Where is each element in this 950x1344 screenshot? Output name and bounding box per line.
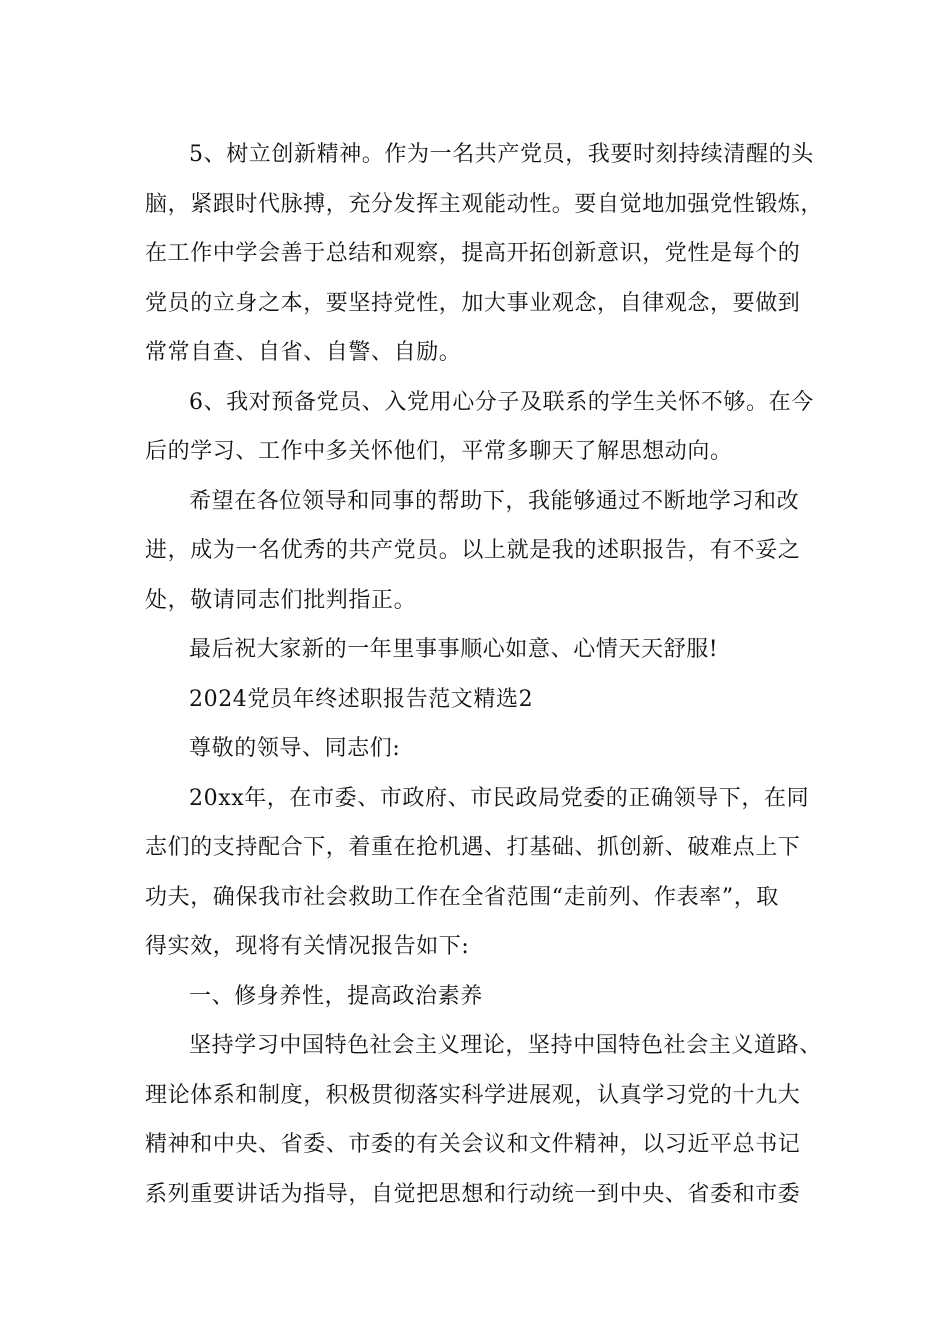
text-line: 20xx年，在市委、市政府、市民政局党委的正确领导下，在同 [189, 785, 810, 811]
paragraph-wishes [145, 625, 810, 675]
text-line: 理论体系和制度，积极贯彻落实科学进展观，认真学习党的十九大 [145, 1082, 801, 1108]
salutation [145, 724, 810, 774]
heading-political-quality [145, 972, 810, 1022]
text-line: 2024党员年终述职报告范文精选2 [189, 686, 534, 712]
paragraph-hope [145, 477, 810, 626]
paragraph-theory-study [145, 1021, 822, 1219]
text-line: 后的学习、工作中多关怀他们，平常多聊天了解思想动向。 [145, 439, 733, 464]
text-line: 常常自查、自省、自警、自励。 [145, 340, 462, 365]
text-line: 进，成为一名优秀的共产党员。以上就是我的述职报告，有不妥之 [145, 538, 801, 563]
text-line: 5、树立创新精神。作为一名共产党员，我要时刻持续清醒的头 [189, 142, 814, 167]
text-line: 党员的立身之本，要坚持党性，加大事业观念，自律观念，要做到 [145, 290, 801, 316]
text-line: 坚持学习中国特色社会主义理论，坚持中国特色社会主义道路、 [189, 1033, 822, 1058]
section-title [145, 675, 810, 725]
text-line: 精神和中央、省委、市委的有关会议和文件精神，以习近平总书记 [145, 1132, 801, 1157]
text-line: 希望在各位领导和同事的帮助下，我能够通过不断地学习和改 [189, 488, 800, 514]
paragraph-year-summary [145, 774, 810, 972]
paragraph-innovation-spirit [145, 130, 824, 378]
text-line: 志们的支持配合下，着重在抢机遇、打基础、抓创新、破难点上下 [145, 835, 801, 860]
text-line: 最后祝大家新的一年里事事顺心如意、心情天天舒服! [189, 637, 719, 662]
text-line: 尊敬的领导、同志们: [189, 736, 401, 761]
text-line: 脑，紧跟时代脉搏，充分发挥主观能动性。要自觉地加强党性锻炼， [145, 191, 824, 217]
document-body [145, 130, 824, 1219]
text-line: 一、修身养性，提高政治素养 [189, 983, 483, 1009]
text-line: 6、我对预备党员、入党用心分子及联系的学生关怀不够。在今 [189, 389, 814, 415]
text-line: 功夫，确保我市社会救助工作在全省范围“走前列、作表率”，取 [145, 884, 779, 910]
text-line: 处，敬请同志们批判指正。 [145, 587, 417, 613]
text-line: 得实效，现将有关情况报告如下: [145, 934, 470, 959]
paragraph-care-members [145, 378, 814, 477]
text-line: 系列重要讲话为指导，自觉把思想和行动统一到中央、省委和市委 [145, 1181, 801, 1207]
text-line: 在工作中学会善于总结和观察，提高开拓创新意识，党性是每个的 [145, 241, 801, 266]
